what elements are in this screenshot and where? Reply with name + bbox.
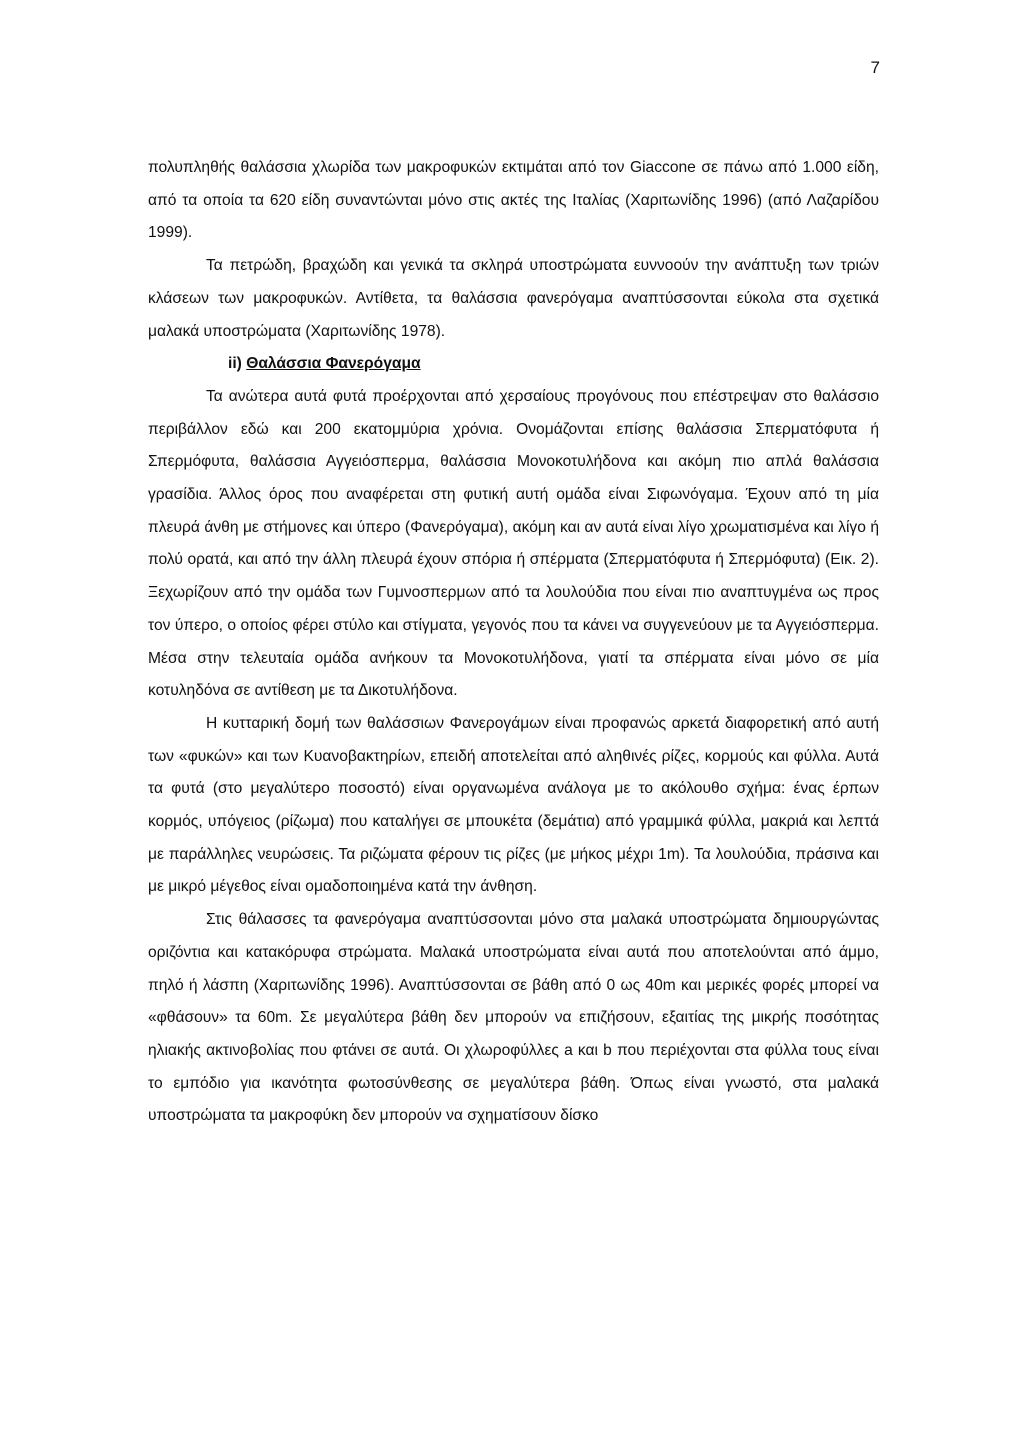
section-number: ii) xyxy=(228,355,242,373)
document-body xyxy=(148,152,879,1133)
page-number: 7 xyxy=(870,58,880,77)
paragraph-intro-continued: πολυπληθής θαλάσσια χλωρίδα των μακροφυκών εκτιμάται από τον Giaccone σε πάνω από 1.000 είδη, από τα οποία τα 620 είδη συναντώνται μόνο στις ακτές της Ιταλίας (Χαριτωνίδης 1996) (από Λαζαρίδου 1999). xyxy=(148,159,879,242)
paragraph-habitat: Στις θάλασσες τα φανερόγαμα αναπτύσσονται μόνο στα μαλακά υποστρώματα δημιουργώντας οριζόντια και κατακόρυφα στρώματα. Μαλακά υποστρώματα είναι αυτά που αποτελούνται από άμμο, πηλό ή λάσπη (Χαριτωνίδης 1996). Αναπτύσσονται σε βάθη από 0 ως 40m και μερικές φορές μπορεί να «φθάσουν» τα 60m. Σε μεγαλύτερα βάθη δεν μπορούν να επιζήσουν, εξαιτίας της μικρής ποσότητας ηλιακής ακτινοβολίας που φτάνει σε αυτά. Οι χλωροφύλλες a και b που περιέχονται στα φύλλα τους είναι το εμπόδιο για ικανότητα φωτοσύνθεσης σε μεγαλύτερα βάθη. Όπως είναι γνωστό, στα μαλακά υποστρώματα τα μακροφύκη δεν μπορούν να σχηματίσουν δίσκο xyxy=(148,911,879,1125)
paragraph-origins: Τα ανώτερα αυτά φυτά προέρχονται από χερσαίους προγόνους που επέστρεψαν στο θαλάσσιο περιβάλλον εδώ και 200 εκατομμύρια χρόνια. Ονομάζονται επίσης θαλάσσια Σπερματόφυτα ή Σπερμόφυτα, θαλάσσια Αγγειόσπερμα, θαλάσσια Μονοκοτυλήδονα και ακόμη πιο απλά θαλάσσια γρασίδια. Άλλος όρος που αναφέρεται στη φυτική αυτή ομάδα είναι Σιφωνόγαμα. Έχουν από τη μία πλευρά άνθη με στήμονες και ύπερο (Φανερόγαμα), ακόμη και αν αυτά είναι λίγο χρωματισμένα και λίγο ή πολύ ορατά, και από την άλλη πλευρά έχουν σπόρια ή σπέρματα (Σπερματόφυτα ή Σπερμόφυτα) (Εικ. 2). Ξεχωρίζουν από την ομάδα των Γυμνοσπερμων από τα λουλούδια που είναι πιο αναπτυγμένα ως προς τον ύπερο, ο οποίος φέρει στύλο και στίγματα, γεγονός που τα κάνει να συγγενεύουν με τα Αγγειόσπερμα. Μέσα στην τελευταία ομάδα ανήκουν τα Μονοκοτυλήδονα, γιατί τα σπέρματα είναι μόνο σε μία κοτυληδόνα σε αντίθεση με τα Δικοτυλήδονα. xyxy=(148,387,879,700)
paragraph-cell-structure: Η κυτταρική δομή των θαλάσσιων Φανερογάμων είναι προφανώς αρκετά διαφορετική από αυτή των «φυκών» και των Κυανοβακτηρίων, επειδή αποτελείται από αληθινές ρίζες, κορμούς και φύλλα. Αυτά τα φυτά (στο μεγαλύτερο ποσοστό) είναι οργανωμένα ανάλογα με το ακόλουθο σχήμα: ένας έρπων κορμός, υπόγειος (ρίζωμα) που καταλήγει σε μπουκέτα (δεμάτια) από γραμμικά φύλλα, μακριά και λεπτά με παράλληλες νευρώσεις. Τα ριζώματα φέρουν τις ρίζες (με μήκος μέχρι 1m). Τα λουλούδια, πράσινα και με μικρό μέγεθος είναι ομαδοποιημένα κατά την άνθηση. xyxy=(148,714,879,896)
section-title: Θαλάσσια Φανερόγαμα xyxy=(246,355,421,373)
paragraph-substrates: Τα πετρώδη, βραχώδη και γενικά τα σκληρά υποστρώματα ευννοούν την ανάπτυξη των τριών κλάσεων των μακροφυκών. Αντίθετα, τα θαλάσσια φανερόγαμα αναπτύσσονται εύκολα στα σχετικά μαλακά υποστρώματα (Χαριτωνίδης 1978). xyxy=(148,257,879,340)
section-heading xyxy=(148,348,879,381)
